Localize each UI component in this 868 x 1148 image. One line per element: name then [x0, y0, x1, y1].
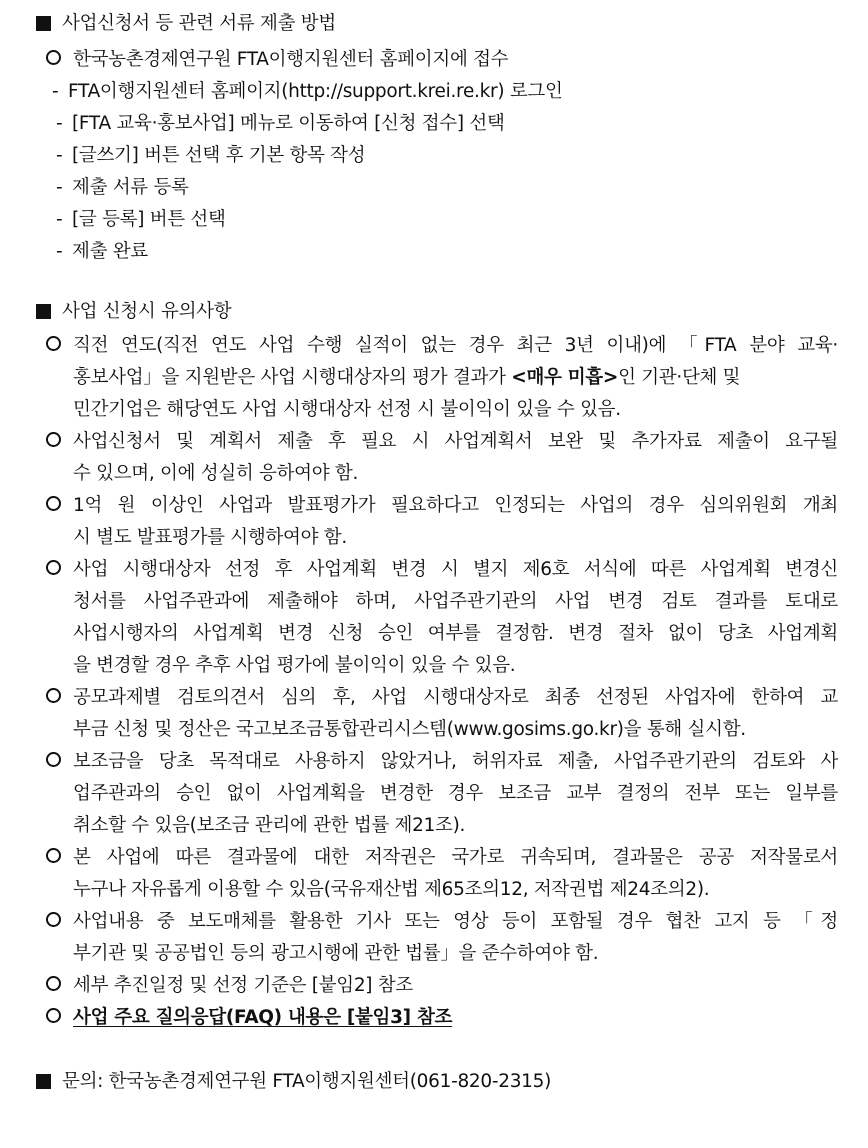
note-item: 직전 연도(직전 연도 사업 수행 실적이 없는 경우 최근 3년 이내)에 「FTA 분야 교육·: [0, 330, 868, 362]
circle-bullet-icon: [46, 976, 61, 991]
note-item-continuation: 홍보사업」을 지원받은 사업 시행대상자의 평가 결과가 <매우 미흡>인 기관·단체 및: [73, 367, 741, 388]
note-item-continuation: 사업시행자의 사업계획 변경 신청 승인 여부를 결정함. 변경 절차 없이 당초 사업계획: [73, 623, 838, 644]
circle-bullet-icon: [46, 336, 61, 351]
circle-bullet-icon: [46, 1008, 61, 1023]
note-item-continuation: 청서를 사업주관과에 제출해야 하며, 사업주관기관의 사업 변경 검토 결과를 토대로: [73, 591, 838, 612]
note-item: 1억 원 이상인 사업과 발표평가가 필요하다고 인정되는 사업의 경우 심의위원회 개최: [0, 490, 868, 522]
circle-bullet-icon: [46, 912, 61, 927]
circle-bullet-icon: [46, 688, 61, 703]
note-item: 본 사업에 따른 결과물에 대한 저작권은 국가로 귀속되며, 결과물은 공공 저작물로서: [0, 842, 868, 874]
circle-bullet-icon: [46, 496, 61, 511]
note-item: 보조금을 당초 목적대로 사용하지 않았거나, 허위자료 제출, 사업주관기관의 검토와 사: [0, 746, 868, 778]
note-item: 공모과제별 검토의견서 심의 후, 사업 시행대상자로 최종 선정된 사업자에 한하여 교: [0, 682, 868, 714]
circle-bullet-icon: [46, 560, 61, 575]
circle-bullet-icon: [46, 432, 61, 447]
circle-bullet-icon: [46, 752, 61, 767]
circle-bullet-icon: [46, 50, 61, 65]
note-item-continuation: 업주관과의 승인 없이 사업계획을 변경한 경우 보조금 교부 결정의 전부 또는 일부를: [73, 783, 838, 804]
square-bullet-icon: [36, 16, 51, 31]
circle-bullet-icon: [46, 848, 61, 863]
square-bullet-icon: [36, 1074, 51, 1089]
emphasis-text: <매우 미흡>: [511, 367, 619, 388]
note-item: 사업신청서 및 계획서 제출 후 필요 시 사업계획서 보완 및 추가자료 제출이 요구될: [0, 426, 868, 458]
note-item: 사업내용 중 보도매체를 활용한 기사 또는 영상 등이 포함될 경우 협찬 고지 등 「정: [0, 906, 868, 938]
square-bullet-icon: [36, 304, 51, 319]
document-page: 사업신청서 등 관련 서류 제출 방법 한국농촌경제연구원 FTA이행지원센터 홈페이지에 접수 - FTA이행지원센터 홈페이지(http://support.krei.re.kr) 로그인 - [FTA 교육·홍보사업] 메뉴로 이동하여 [신청 접수] 선택 - [글쓰기] 버튼 선택 후 기본 항목 작성 - 제출 서류 등록 - [글 등록] 버튼 선택 - 제출 완료 사업 신청시 유의사항 직전 연도(직전 연도 사업 수행 실적이 없는 경우 최근 3년 이내)에 「FTA 분야 교육· 홍보사업」을 지원받은 사업 시행대상자의 평가 결과가 <매우 미흡>인 기관·단체 및 민간기업은 해당연도 사업 시행대상자 선정 시 불이익이 있을 수 있음. 사업신청서 및 계획서 제출 후 필요 시 사업계획서 보완 및 추가자료 제출이 요구될 수 있으며, 이에 성실히 응하여야 함. 1억 원 이상인 사업과 발표평가가 필요하다고 인정되는 사업의 경우 심의위원회 개최 시 별도 발표평가를 시행하여야 함. 사업 시행대상자 선정 후 사업계획 변경 시 별지 제6호 서식에 따른 사업계획 변경신 청서를 사업주관과에 제출해야 하며, 사업주관기관의 사업 변경 검토 결과를 토대로 사업시행자의 사업계획 변경 신청 승인 여부를 결정함. 변경 절차 없이 당초 사업계획 을 변경할 경우 추후 사업 평가에 불이익이 있을 수 있음. 공모과제별 검토의견서 심의 후, 사업 시행대상자로 최종 선정된 사업자에 한하여 교 부금 신청 및 정산은 국고보조금통합관리시스템(www.gosims.go.kr)을 통해 실시함. 보조금을 당초 목적대로 사용하지 않았거나, 허위자료 제출, 사업주관기관의 검토와 사 업주관과의 승인 없이 사업계획을 변경한 경우 보조금 교부 결정의 전부 또는 일부를 취소할 수 있음(보조금 관리에 관한 법률 제21조). 본 사업에 따른 결과물에 대한 저작권은 국가로 귀속되며, 결과물은 공공 저작물로서 누구나 자유롭게 이용할 수 있음(국유재산법 제65조의12, 저작권법 제24조의2). 사업내용 중 보도매체를 활용한 기사 또는 영상 등이 포함될 경우 협찬 고지 등 「정 부기관 및 공공법인 등의 광고시행에 관한 법률」을 준수하여야 함. 세부 추진일정 및 선정 기준은 [붙임2] 참조 사업 주요 질의응답(FAQ) 내용은 [붙임3] 참조 문의: 한국농촌경제연구원 FTA이행지원센터(061-820-2315): [0, 0, 868, 1148]
note-item: 사업 시행대상자 선정 후 사업계획 변경 시 별지 제6호 서식에 따른 사업계획 변경신: [0, 554, 868, 586]
